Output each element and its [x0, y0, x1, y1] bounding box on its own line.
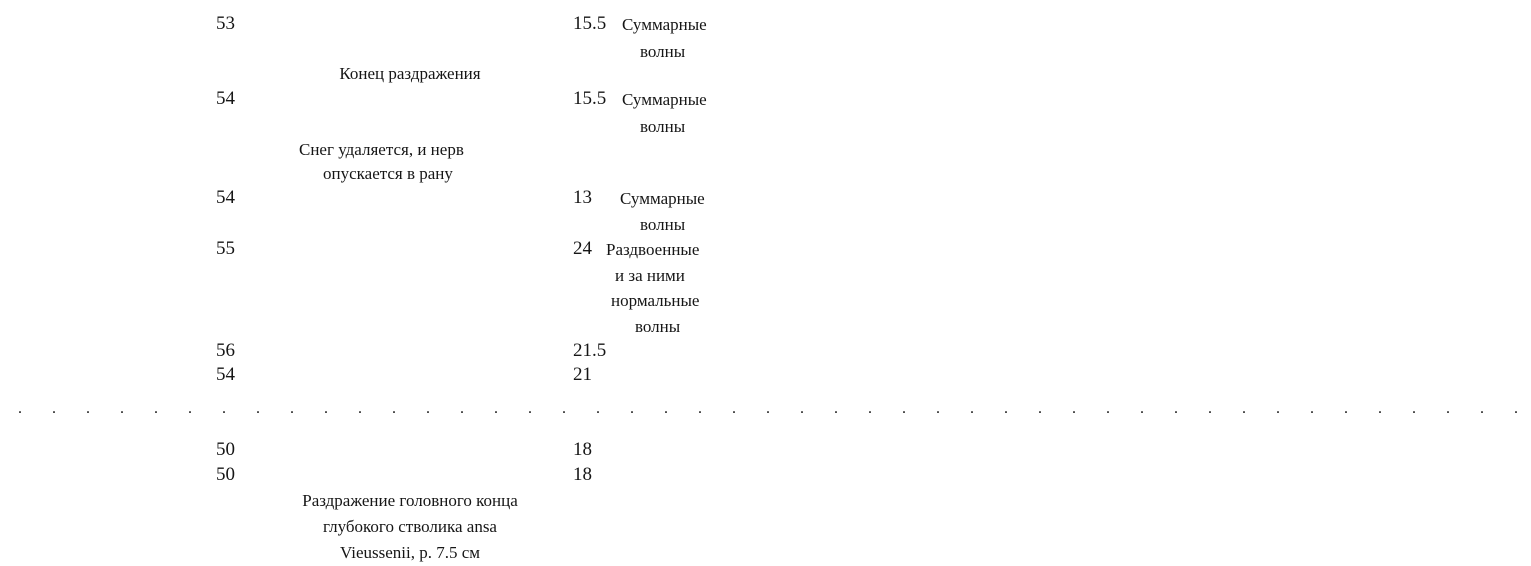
row4-desc-line4: волны — [635, 317, 681, 336]
row2-desc-line2: волны — [640, 117, 686, 136]
row3-desc-line2: волны — [640, 215, 686, 234]
footer-note-line3: Vieussenii, р. 7.5 см — [339, 543, 481, 562]
row2-right-value: 15.5 — [573, 88, 607, 109]
row2-left-value: 54 — [216, 88, 235, 109]
footer-note-line1: Раздражение головного конца — [302, 491, 518, 510]
row1-right-value: 15.5 — [573, 13, 607, 34]
note-snow-line2: опускается в рану — [323, 164, 453, 183]
row1-left-value: 53 — [216, 13, 235, 34]
footer-note — [240, 488, 580, 566]
row3-desc-line1: Суммарные — [620, 189, 705, 208]
dotted-separator: . . . . . . . . . . . . . . . . . . . . . . . . . . . . . . . . . . . . . . . . . . . . . — [18, 400, 1531, 417]
row4-right-value: 24 — [573, 238, 592, 259]
row1-desc-line1: Суммарные — [622, 15, 707, 34]
row1-desc-line2: волны — [640, 42, 686, 61]
row4-left-value: 55 — [216, 238, 235, 259]
row7-right-value: 18 — [573, 439, 592, 460]
row4-desc-line3: нормальные — [611, 291, 700, 310]
note-end-irritation: Конец раздражения — [339, 64, 481, 83]
footer-note-line2: глубокого стволика ansa — [323, 517, 497, 536]
row4-desc-line2: и за ними — [615, 266, 685, 285]
row8-left-value: 50 — [216, 464, 235, 485]
row5-left-value: 56 — [216, 340, 235, 361]
note-snow-line1: Снег удаляется, и нерв — [299, 140, 464, 159]
row4-desc-line1: Раздвоенные — [606, 240, 700, 259]
row6-right-value: 21 — [573, 364, 592, 385]
row2-desc-line1: Суммарные — [622, 90, 707, 109]
row7-left-value: 50 — [216, 439, 235, 460]
row3-left-value: 54 — [216, 187, 235, 208]
row3-right-value: 13 — [573, 187, 592, 208]
row6-left-value: 54 — [216, 364, 235, 385]
row8-right-value: 18 — [573, 464, 592, 485]
row5-right-value: 21.5 — [573, 340, 607, 361]
